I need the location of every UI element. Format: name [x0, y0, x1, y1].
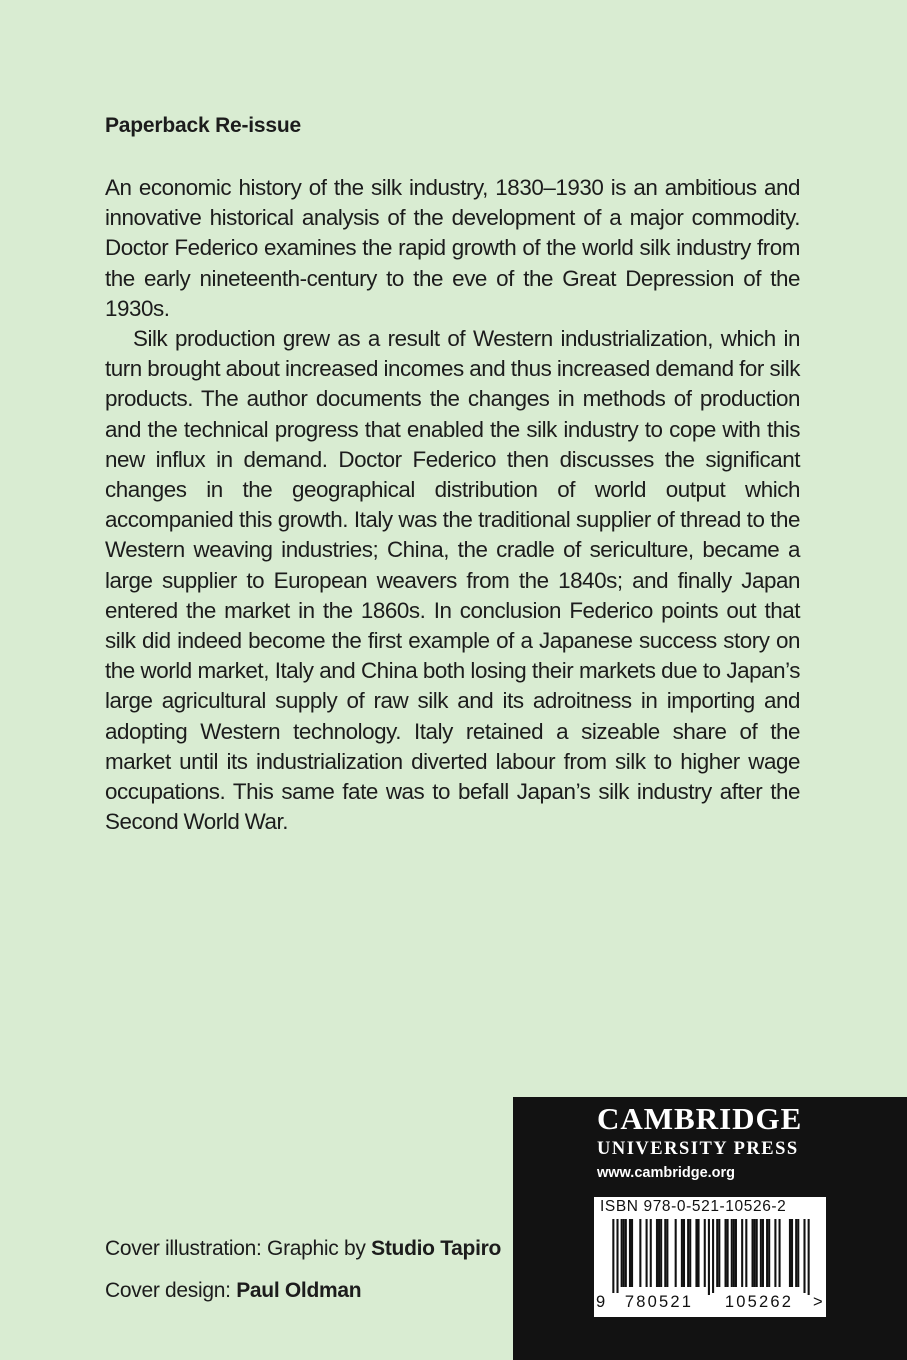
barcode-arrow: > — [813, 1293, 823, 1311]
publisher-name: CAMBRIDGE — [597, 1101, 803, 1136]
barcode-bar — [779, 1219, 781, 1287]
blurb-text — [105, 173, 800, 837]
cover-design-credit — [105, 1279, 361, 1303]
barcode-bar — [712, 1219, 714, 1295]
barcode-bar — [716, 1219, 718, 1287]
barcode-bar — [741, 1219, 743, 1287]
blurb-paragraph-1: An economic history of the silk industry, 1830–1930 is an ambitious and innovative historical analysis of the development of a major commodity. Doctor Federico examines the rapid growth of the world silk industry from the early nineteenth-century to the eve of the Great Depression of the 1930s. — [105, 175, 800, 321]
barcode-bar — [681, 1219, 683, 1287]
barcode-bar — [797, 1219, 799, 1287]
section-heading: Paperback Re-issue — [105, 114, 302, 137]
barcode-bar — [735, 1219, 737, 1287]
barcode-bar — [625, 1219, 627, 1287]
barcode-bar — [754, 1219, 756, 1287]
barcode-bar — [660, 1219, 662, 1287]
barcode-bar — [733, 1219, 735, 1287]
barcode-bar — [752, 1219, 754, 1287]
barcode-bar — [731, 1219, 733, 1287]
barcode-bar — [666, 1219, 668, 1287]
barcode-bar — [683, 1219, 685, 1287]
barcode-bars — [600, 1219, 814, 1295]
barcode-bar — [774, 1219, 776, 1287]
barcode-bar — [639, 1219, 641, 1287]
barcode-bar — [664, 1219, 666, 1287]
barcode-digits — [594, 1293, 826, 1317]
barcode-bar — [725, 1219, 727, 1287]
barcode-bar — [704, 1219, 706, 1287]
barcode-digits-right: 105262 — [712, 1293, 806, 1312]
barcode-bar — [656, 1219, 658, 1287]
barcode-bar — [629, 1219, 631, 1287]
isbn-label: ISBN 978-0-521-10526-2 — [600, 1198, 787, 1215]
barcode-bar — [623, 1219, 625, 1287]
barcode-digits-left: 780521 — [612, 1293, 706, 1312]
barcode-bar — [808, 1219, 810, 1295]
design-credit-name: Paul Oldman — [236, 1279, 362, 1302]
barcode-bar — [675, 1219, 677, 1287]
publisher-subname: UNIVERSITY PRESS — [597, 1139, 799, 1159]
barcode-bar — [621, 1219, 623, 1287]
barcode-bar — [766, 1219, 768, 1287]
barcode-bar — [745, 1219, 747, 1287]
design-credit-label: Cover design: — [105, 1279, 237, 1302]
barcode-bar — [616, 1219, 618, 1295]
barcode-bar — [687, 1219, 689, 1287]
barcode-digit-first: 9 — [596, 1293, 606, 1311]
barcode-bar — [795, 1219, 797, 1287]
barcode-bar — [631, 1219, 633, 1287]
barcode-bar — [612, 1219, 614, 1295]
cover-illustration-credit — [105, 1237, 501, 1261]
barcode-bar — [791, 1219, 793, 1287]
publisher-url: www.cambridge.org — [597, 1165, 736, 1181]
illustration-credit-label: Cover illustration: Graphic by — [105, 1237, 372, 1260]
barcode-bar — [789, 1219, 791, 1287]
barcode-bar — [760, 1219, 762, 1287]
barcode-bar — [768, 1219, 770, 1287]
blurb-paragraph-2: Silk production grew as a result of Western industrialization, which in turn brought about increased incomes and thus increased demand for silk products. The author documents the changes in methods of production and the technical progress that enabled the silk industry to cope with this new influx in demand. Doctor Federico then discusses the significant changes in the geographical distribution of world output which accompanied this growth. Italy was the traditional supplier of thread to the Western weaving industries; China, the cradle of sericulture, became a large supplier to European weavers from the 1840s; and finally Japan entered the market in the 1860s. In conclusion Federico points out that silk did indeed become the first example of a Japanese success story on the world market, Italy and China both losing their markets due to Japan’s large agricultural supply of raw silk and its adroitness in importing and adopting Western technology. Italy retained a sizeable share of the market until its industrialization diverted labour from silk to higher wage occupations. This same fate was to befall Japan’s silk industry after the Second World War. — [105, 326, 800, 835]
barcode-bar — [695, 1219, 697, 1287]
illustration-credit-name: Studio Tapiro — [371, 1237, 502, 1260]
barcode-bar — [698, 1219, 700, 1287]
barcode-bar — [718, 1219, 720, 1287]
barcode-bar — [756, 1219, 758, 1287]
barcode-bar — [658, 1219, 660, 1287]
barcode-bar — [689, 1219, 691, 1287]
barcode-bar — [650, 1219, 652, 1287]
barcode-bar — [727, 1219, 729, 1287]
barcode-bar — [708, 1219, 710, 1295]
isbn-barcode — [594, 1197, 826, 1317]
publisher-panel — [513, 1097, 907, 1360]
barcode-bar — [762, 1219, 764, 1287]
barcode-bar — [803, 1219, 805, 1295]
barcode-bar — [646, 1219, 648, 1287]
